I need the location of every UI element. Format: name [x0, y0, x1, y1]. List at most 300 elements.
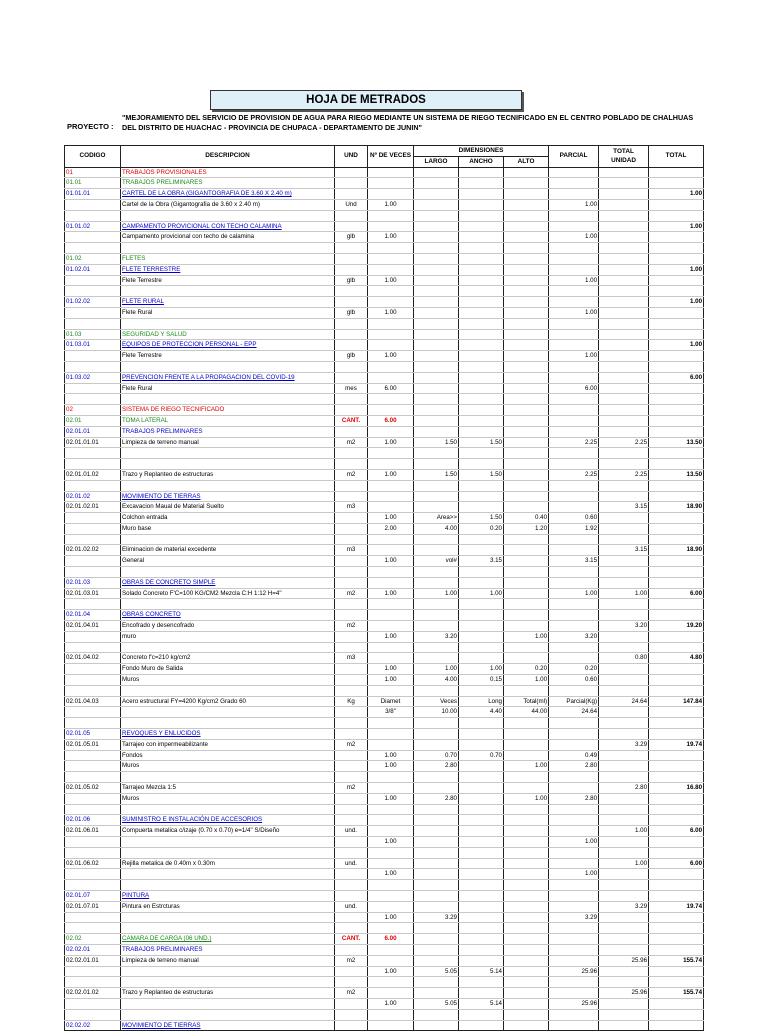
veces-cell	[368, 534, 414, 545]
total-unidad-cell: 3.15	[599, 502, 649, 513]
alto-cell	[504, 178, 549, 189]
largo-cell	[414, 361, 459, 372]
desc-cell: Trazo y Replanteo de estructuras	[121, 469, 335, 480]
ancho-cell	[459, 847, 504, 858]
header-codigo: CODIGO	[65, 146, 121, 168]
total-cell	[649, 178, 704, 189]
code-cell: 02.01.03	[65, 577, 121, 588]
total-unidad-cell	[599, 523, 649, 534]
largo-cell	[414, 858, 459, 869]
total-cell	[649, 869, 704, 880]
und-cell: m3	[335, 502, 368, 513]
und-cell	[335, 491, 368, 502]
parcial-cell	[549, 534, 599, 545]
ancho-cell	[459, 459, 504, 470]
table-row	[65, 307, 704, 318]
veces-cell	[368, 858, 414, 869]
total-cell	[649, 307, 704, 318]
alto-cell	[504, 685, 549, 696]
largo-cell	[414, 448, 459, 459]
table-row	[65, 394, 704, 405]
table-row	[65, 253, 704, 264]
code-cell	[65, 923, 121, 934]
table-row	[65, 653, 704, 664]
table-row	[65, 351, 704, 362]
ancho-cell	[459, 297, 504, 308]
ancho-cell	[459, 491, 504, 502]
total-cell	[649, 210, 704, 221]
table-row	[65, 1009, 704, 1020]
veces-cell: 1.00	[368, 199, 414, 210]
alto-cell	[504, 556, 549, 567]
parcial-cell: 1.00	[549, 588, 599, 599]
veces-cell	[368, 685, 414, 696]
largo-cell: vol#	[414, 556, 459, 567]
total-cell: 6.00	[649, 858, 704, 869]
largo-cell	[414, 178, 459, 189]
veces-cell	[368, 329, 414, 340]
ancho-cell	[459, 264, 504, 275]
ancho-cell	[459, 988, 504, 999]
header-total-unidad	[599, 146, 649, 168]
total-cell	[649, 394, 704, 405]
ancho-cell	[459, 307, 504, 318]
parcial-cell: 0.60	[549, 513, 599, 524]
code-cell	[65, 534, 121, 545]
veces-cell: 1.00	[368, 869, 414, 880]
desc-cell: REVOQUES Y ENLUCIDOS	[121, 729, 335, 740]
total-unidad-cell	[599, 210, 649, 221]
total-cell	[649, 577, 704, 588]
parcial-cell: 2.80	[549, 761, 599, 772]
code-cell	[65, 998, 121, 1009]
veces-cell	[368, 491, 414, 502]
desc-cell	[121, 718, 335, 729]
total-unidad-cell	[599, 372, 649, 383]
alto-cell	[504, 837, 549, 848]
desc-cell: Flete Terrestre	[121, 275, 335, 286]
code-cell	[65, 880, 121, 891]
und-cell	[335, 998, 368, 1009]
total-unidad-cell: 1.00	[599, 826, 649, 837]
code-cell: 02.02.01.01	[65, 955, 121, 966]
veces-cell	[368, 361, 414, 372]
total-cell	[649, 1020, 704, 1031]
und-cell	[335, 944, 368, 955]
parcial-cell	[549, 210, 599, 221]
largo-cell	[414, 621, 459, 632]
veces-cell	[368, 880, 414, 891]
ancho-cell	[459, 448, 504, 459]
total-unidad-cell	[599, 707, 649, 718]
ancho-cell	[459, 890, 504, 901]
total-unidad-cell	[599, 167, 649, 178]
total-unidad-cell	[599, 631, 649, 642]
ancho-cell	[459, 178, 504, 189]
total-unidad-cell	[599, 890, 649, 901]
alto-cell	[504, 243, 549, 254]
ancho-cell	[459, 232, 504, 243]
table-row	[65, 448, 704, 459]
code-cell	[65, 761, 121, 772]
und-cell	[335, 707, 368, 718]
desc-cell: OBRAS DE CONCRETO SIMPLE	[121, 577, 335, 588]
code-cell	[65, 599, 121, 610]
ancho-cell	[459, 383, 504, 394]
table-row	[65, 556, 704, 567]
desc-cell: Encofrado y desencofrado	[121, 621, 335, 632]
desc-cell	[121, 837, 335, 848]
alto-cell	[504, 815, 549, 826]
ancho-cell	[459, 286, 504, 297]
code-cell	[65, 307, 121, 318]
und-cell: glb	[335, 351, 368, 362]
ancho-cell	[459, 685, 504, 696]
largo-cell	[414, 685, 459, 696]
parcial-cell	[549, 480, 599, 491]
veces-cell	[368, 1020, 414, 1031]
total-unidad-cell	[599, 351, 649, 362]
code-cell: 02.01.02.01	[65, 502, 121, 513]
desc-cell: Pintura en Estrcturas	[121, 901, 335, 912]
und-cell	[335, 869, 368, 880]
alto-cell	[504, 653, 549, 664]
veces-cell: 1.00	[368, 556, 414, 567]
code-cell	[65, 567, 121, 578]
veces-cell: 1.00	[368, 588, 414, 599]
largo-cell	[414, 372, 459, 383]
alto-cell	[504, 534, 549, 545]
desc-cell: Concreto f'c=210 kg/cm2	[121, 653, 335, 664]
code-cell	[65, 383, 121, 394]
parcial-cell	[549, 988, 599, 999]
code-cell	[65, 448, 121, 459]
parcial-cell	[549, 729, 599, 740]
largo-cell	[414, 351, 459, 362]
und-cell	[335, 178, 368, 189]
und-cell: und.	[335, 901, 368, 912]
table-row	[65, 923, 704, 934]
code-cell	[65, 664, 121, 675]
veces-cell: 1.00	[368, 912, 414, 923]
alto-cell	[504, 329, 549, 340]
total-unidad-cell: 3.20	[599, 621, 649, 632]
ancho-cell	[459, 599, 504, 610]
ancho-cell	[459, 837, 504, 848]
total-unidad-cell	[599, 232, 649, 243]
header-total: TOTAL	[649, 146, 704, 168]
desc-cell: SEGURIDAD Y SALUD	[121, 329, 335, 340]
alto-cell	[504, 307, 549, 318]
code-cell	[65, 966, 121, 977]
desc-cell: TRABAJOS PRELIMINARES	[121, 426, 335, 437]
total-cell	[649, 707, 704, 718]
desc-cell: Excavacion Maual de Material Suelto	[121, 502, 335, 513]
und-cell	[335, 297, 368, 308]
code-cell: 02.02.01.02	[65, 988, 121, 999]
und-cell: glb	[335, 275, 368, 286]
table-row	[65, 286, 704, 297]
table-row	[65, 361, 704, 372]
veces-cell: 1.00	[368, 750, 414, 761]
parcial-cell	[549, 415, 599, 426]
und-cell: CANT.	[335, 415, 368, 426]
code-cell: 02.01.03.01	[65, 588, 121, 599]
ancho-cell	[459, 642, 504, 653]
parcial-cell	[549, 621, 599, 632]
parcial-cell	[549, 459, 599, 470]
largo-cell	[414, 642, 459, 653]
largo-cell	[414, 599, 459, 610]
total-unidad-cell	[599, 1009, 649, 1020]
veces-cell	[368, 988, 414, 999]
code-cell: 02.01.02.02	[65, 545, 121, 556]
ancho-cell	[459, 783, 504, 794]
total-cell	[649, 232, 704, 243]
veces-cell	[368, 480, 414, 491]
total-cell	[649, 491, 704, 502]
und-cell	[335, 243, 368, 254]
largo-cell	[414, 577, 459, 588]
veces-cell: 1.00	[368, 966, 414, 977]
und-cell	[335, 912, 368, 923]
parcial-cell	[549, 243, 599, 254]
total-unidad-cell	[599, 426, 649, 437]
largo-cell	[414, 977, 459, 988]
desc-cell	[121, 772, 335, 783]
desc-cell: Muros	[121, 761, 335, 772]
total-cell	[649, 286, 704, 297]
desc-cell	[121, 567, 335, 578]
code-cell	[65, 772, 121, 783]
total-cell	[649, 415, 704, 426]
total-unidad-cell: 1.00	[599, 858, 649, 869]
total-cell	[649, 459, 704, 470]
total-cell: 19.20	[649, 621, 704, 632]
total-unidad-cell	[599, 599, 649, 610]
code-cell: 01.01.02	[65, 221, 121, 232]
total-unidad-cell	[599, 761, 649, 772]
alto-cell	[504, 275, 549, 286]
veces-cell	[368, 178, 414, 189]
total-unidad-cell	[599, 264, 649, 275]
table-row	[65, 955, 704, 966]
alto-cell	[504, 955, 549, 966]
ancho-cell	[459, 804, 504, 815]
alto-cell	[504, 361, 549, 372]
table-row	[65, 405, 704, 416]
veces-cell	[368, 210, 414, 221]
total-unidad-cell	[599, 178, 649, 189]
code-cell: 02.01.01	[65, 426, 121, 437]
table-row	[65, 901, 704, 912]
veces-cell	[368, 772, 414, 783]
parcial-cell: 1.00	[549, 837, 599, 848]
und-cell	[335, 567, 368, 578]
veces-cell: 1.00	[368, 837, 414, 848]
veces-cell: 1.00	[368, 513, 414, 524]
code-cell: 02.01.05.02	[65, 783, 121, 794]
parcial-cell	[549, 772, 599, 783]
total-unidad-cell	[599, 199, 649, 210]
desc-cell: Flete Terrestre	[121, 351, 335, 362]
largo-cell	[414, 491, 459, 502]
ancho-cell	[459, 480, 504, 491]
ancho-cell: Long	[459, 696, 504, 707]
parcial-cell: 2.80	[549, 793, 599, 804]
largo-cell	[414, 167, 459, 178]
parcial-cell	[549, 739, 599, 750]
und-cell: m2	[335, 469, 368, 480]
total-cell	[649, 253, 704, 264]
parcial-cell: 2.25	[549, 469, 599, 480]
ancho-cell: 1.00	[459, 664, 504, 675]
und-cell	[335, 750, 368, 761]
veces-cell	[368, 545, 414, 556]
desc-cell: Fondos	[121, 750, 335, 761]
largo-cell: 1.50	[414, 437, 459, 448]
veces-cell	[368, 923, 414, 934]
largo-cell	[414, 502, 459, 513]
total-cell	[649, 966, 704, 977]
parcial-cell: 1.00	[549, 351, 599, 362]
ancho-cell	[459, 405, 504, 416]
veces-cell	[368, 189, 414, 200]
table-row	[65, 631, 704, 642]
parcial-cell	[549, 653, 599, 664]
code-cell	[65, 1009, 121, 1020]
ancho-cell: 0.20	[459, 523, 504, 534]
total-cell: 18.90	[649, 545, 704, 556]
desc-cell: Flete Rural	[121, 307, 335, 318]
total-unidad-cell	[599, 718, 649, 729]
header-largo: LARGO	[414, 156, 459, 167]
desc-cell: Muros	[121, 793, 335, 804]
veces-cell: 6.00	[368, 383, 414, 394]
ancho-cell	[459, 955, 504, 966]
ancho-cell	[459, 934, 504, 945]
veces-cell	[368, 739, 414, 750]
largo-cell	[414, 880, 459, 891]
und-cell	[335, 685, 368, 696]
total-unidad-cell	[599, 491, 649, 502]
code-cell: 02.02.02	[65, 1020, 121, 1031]
alto-cell	[504, 459, 549, 470]
und-cell	[335, 448, 368, 459]
total-unidad-cell	[599, 361, 649, 372]
desc-cell: Limpieza de terreno manual	[121, 955, 335, 966]
desc-cell	[121, 912, 335, 923]
alto-cell	[504, 253, 549, 264]
table-row	[65, 804, 704, 815]
code-cell	[65, 523, 121, 534]
alto-cell	[504, 621, 549, 632]
largo-cell	[414, 901, 459, 912]
code-cell: 02.01.07	[65, 890, 121, 901]
code-cell: 02.01.04.01	[65, 621, 121, 632]
alto-cell	[504, 750, 549, 761]
und-cell: m2	[335, 621, 368, 632]
largo-cell	[414, 890, 459, 901]
table-row	[65, 318, 704, 329]
und-cell	[335, 761, 368, 772]
total-cell	[649, 556, 704, 567]
und-cell: mes	[335, 383, 368, 394]
desc-cell: PINTURA	[121, 890, 335, 901]
und-cell	[335, 513, 368, 524]
alto-cell: 1.00	[504, 761, 549, 772]
table-row	[65, 890, 704, 901]
largo-cell	[414, 415, 459, 426]
largo-cell	[414, 275, 459, 286]
largo-cell	[414, 545, 459, 556]
total-unidad-cell	[599, 297, 649, 308]
parcial-cell	[549, 1020, 599, 1031]
und-cell	[335, 890, 368, 901]
total-cell: 1.00	[649, 189, 704, 200]
desc-cell	[121, 480, 335, 491]
code-cell: 01	[65, 167, 121, 178]
largo-cell	[414, 653, 459, 664]
alto-cell	[504, 1009, 549, 1020]
code-cell	[65, 869, 121, 880]
ancho-cell	[459, 761, 504, 772]
ancho-cell	[459, 923, 504, 934]
alto-cell	[504, 642, 549, 653]
und-cell	[335, 923, 368, 934]
table-row	[65, 664, 704, 675]
code-cell	[65, 351, 121, 362]
desc-cell: muro	[121, 631, 335, 642]
desc-cell: Trazo y Replanteo de estructuras	[121, 988, 335, 999]
total-cell	[649, 880, 704, 891]
total-unidad-cell	[599, 923, 649, 934]
und-cell	[335, 642, 368, 653]
veces-cell: 1.00	[368, 351, 414, 362]
table-row	[65, 426, 704, 437]
code-cell: 02.02	[65, 934, 121, 945]
total-cell	[649, 610, 704, 621]
table-row	[65, 297, 704, 308]
total-cell: 13.50	[649, 437, 704, 448]
und-cell	[335, 1020, 368, 1031]
ancho-cell	[459, 340, 504, 351]
desc-cell: Tarrajeo con impermeabilizante	[121, 739, 335, 750]
code-cell: 02.01	[65, 415, 121, 426]
veces-cell: 1.00	[368, 469, 414, 480]
largo-cell	[414, 567, 459, 578]
desc-cell	[121, 318, 335, 329]
veces-cell: 1.00	[368, 793, 414, 804]
alto-cell	[504, 1020, 549, 1031]
alto-cell	[504, 577, 549, 588]
desc-cell	[121, 243, 335, 254]
total-cell	[649, 1009, 704, 1020]
parcial-cell	[549, 567, 599, 578]
code-cell: 02.01.01.02	[65, 469, 121, 480]
code-cell	[65, 556, 121, 567]
total-unidad-cell	[599, 847, 649, 858]
parcial-cell	[549, 372, 599, 383]
alto-cell	[504, 923, 549, 934]
veces-cell	[368, 977, 414, 988]
desc-cell: TRABAJOS PRELIMINARES	[121, 178, 335, 189]
largo-cell	[414, 426, 459, 437]
parcial-cell: 0.49	[549, 750, 599, 761]
veces-cell	[368, 243, 414, 254]
total-cell: 1.00	[649, 221, 704, 232]
total-unidad-cell	[599, 815, 649, 826]
